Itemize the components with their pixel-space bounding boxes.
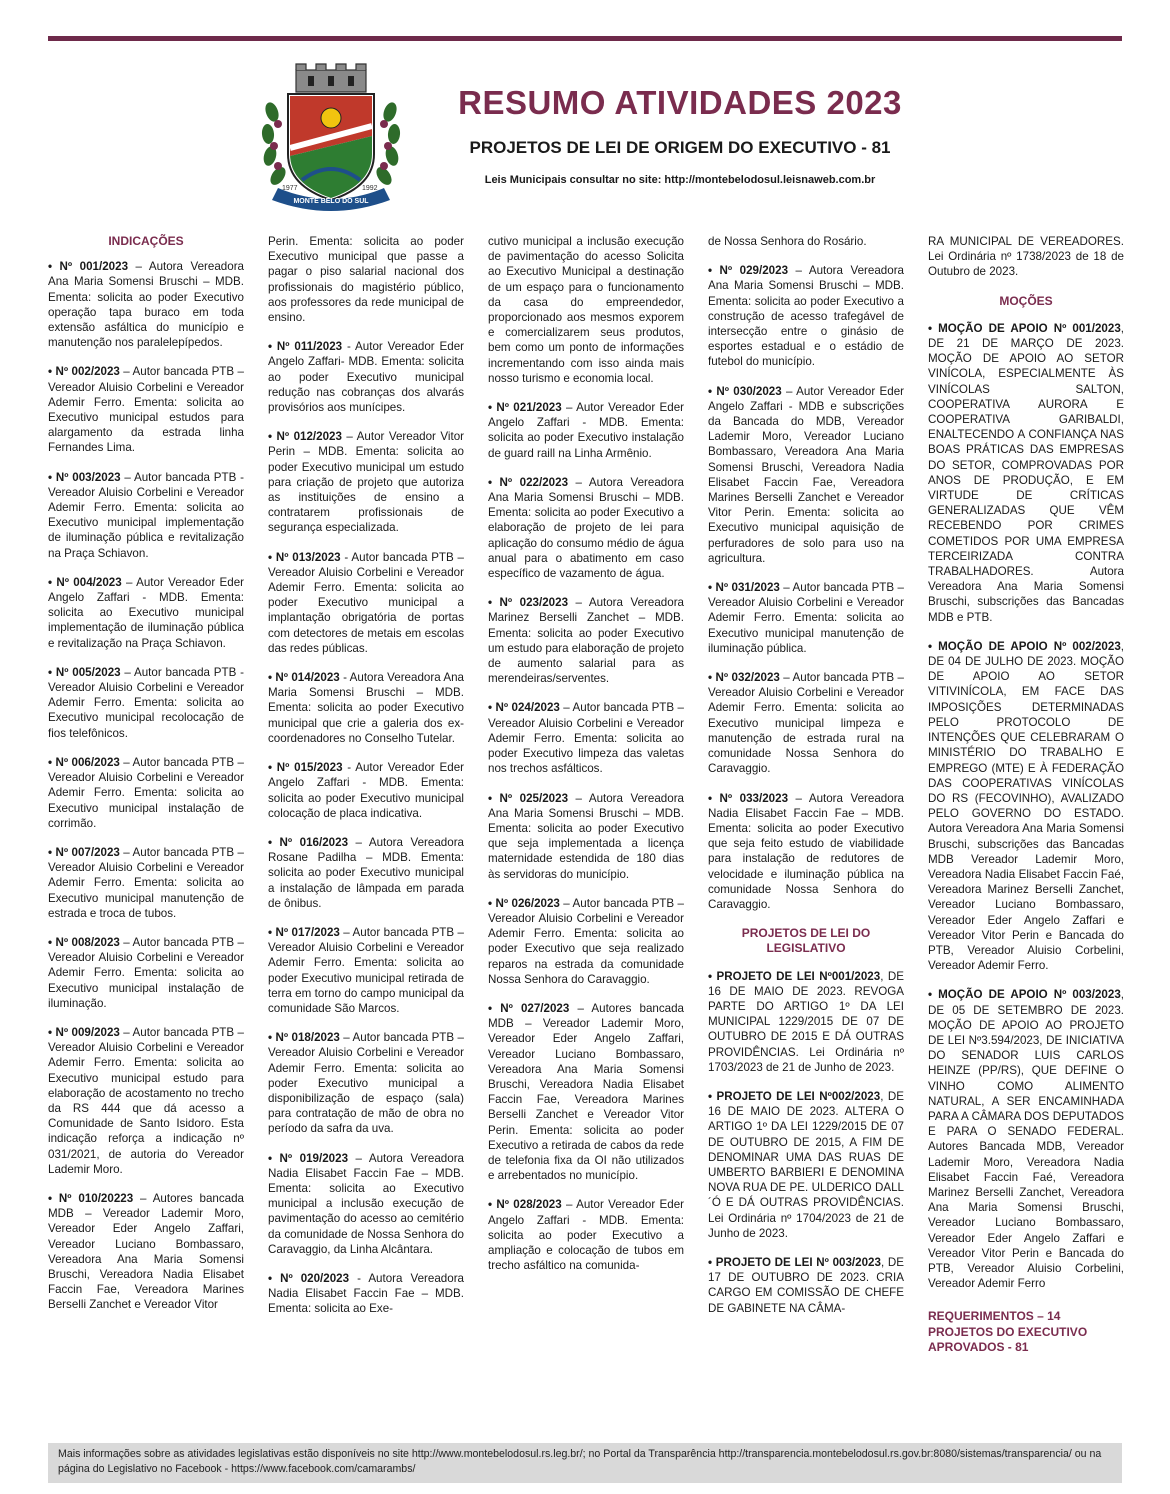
list-item (928, 234, 1124, 280)
list-item (48, 259, 244, 350)
list-item (268, 760, 464, 821)
item-number: • Nº 001/2023 (48, 260, 129, 274)
item-number: • PROJETO DE LEI Nº001/2023 (708, 969, 881, 983)
item-text: cutivo municipal a inclusão execução de pavimentação do acesso Solicita ao Executivo Municipal a destinação de um espaço para o funcionamento da casa do empreendedor, proporcionado aos mesmos exporem e comercializarem seus produtos, bem como um ponto de informações incrementando com isso ainda mais nosso turismo e economia local. (488, 235, 684, 385)
list-item (488, 475, 684, 581)
list-item (268, 429, 464, 535)
section-heading-projetos-legislativo: PROJETOS DE LEI DO LEGISLATIVO (741, 926, 871, 956)
projetos-legislativo-list (708, 969, 904, 1316)
item-text: – Autor bancada PTB – Vereador Aluisio Corbelini e Vereador Ademir Ferro. Ementa: solicita ao Executivo municipal limpeza e manutenção de estrada rural na comunidade Nossa Senhora do Caravaggio. (708, 671, 904, 776)
item-text: – Autor bancada PTB – Vereador Aluisio Corbelini e Vereador Ademir Ferro. Ementa: solicita ao Executivo municipal estudos para alargamento da estrada linha Fernandes Lima. (48, 365, 244, 455)
item-text: – Autores bancada MDB – Vereador Lademir Moro, Vereador Eder Angelo Zaffari, Vereador Luciano Bombassaro, Vereadora Ana Maria Somensi Bruschi, Vereadora Nadia Elisabet Faccin Fae, Vereadora Marines Berselli Zanchet e Vereador Vitor Perin. Ementa: solicita ao poder Executivo a retirada de cabos da rede de telefonia fixa da OI não utilizados e arrebentados no município. (488, 1001, 684, 1183)
list-item (268, 234, 464, 325)
item-text: – Autor bancada PTB – Vereador Aluisio Corbelini e Vereador Ademir Ferro. Ementa: solicita ao poder Executivo limpeza das valetas nos trechos asfálticos. (488, 701, 684, 776)
item-text: – Autora Vereadora Rosane Padilha – MDB. Ementa: solicita ao poder Executivo municipal a instalação de lâmpada em parada de ônibus. (268, 835, 464, 910)
column-mocoes (928, 234, 1124, 1355)
item-number: • Nº 012/2023 (268, 430, 342, 444)
list-item (708, 580, 904, 656)
item-text: – Autor Vereador Eder Angelo Zaffari - MDB. Ementa: solicita ao Executivo municipal implementação de iluminação pública e revitalização na Praça Schiavon. (48, 575, 245, 650)
list-item (268, 339, 464, 415)
item-text: , DE 05 DE SETEMBRO DE 2023. MOÇÃO DE APOIO AO PROJETO DE LEI Nº3.594/2023, DE INICIATIVA DO SENADOR LUIS CARLOS HEINZE (PP/RS), QUE DEFINE O VINHO COMO ALIMENTO NATURAL, A SER ENCAMINHADA PARA A CÂMARA DOS DEPUTADOS E PARA O SENADO FEDERAL. Autores Bancada MDB, Vereador Lademir Moro, Vereadora Nadia Elisabet Faccin Faé, Vereadora Marinez Berselli Zanchet, Vereadora Ana Maria Somensi Bruschi, Vereador Luciano Bombassaro, Vereador Eder Angelo Zaffari e Vereador Vitor Perin e Bancada do PTB, Vereador Aluisio Corbelini, Vereador Ademir Ferro (928, 988, 1124, 1291)
item-number: • Nº 014/2023 (268, 671, 340, 685)
list-item (488, 234, 684, 386)
mocoes-list (928, 321, 1124, 1292)
municipal-crest-icon (258, 62, 404, 212)
item-number: • Nº 031/2023 (708, 581, 780, 595)
list-item (48, 575, 244, 651)
list-item (708, 384, 904, 566)
requerimentos-total: REQUERIMENTOS – 14 (928, 1309, 1061, 1324)
item-number: • Nº 008/2023 (48, 935, 120, 949)
list-item (708, 1089, 904, 1241)
list-item (48, 845, 244, 921)
list-item (928, 639, 1124, 973)
item-number: • PROJETO DE LEI Nº002/2023 (708, 1089, 881, 1103)
item-text: – Autor bancada PTB - Vereador Aluisio Corbelini e Vereador Ademir Ferro. Ementa: solicita ao Executivo municipal recolocação de fios telefônicos. (48, 665, 244, 740)
list-item (268, 1151, 464, 1257)
site-info: Leis Municipais consultar no site: http://montebelodosul.leisnaweb.com.br (484, 174, 876, 186)
item-text: – Autor bancada PTB – Vereador Aluisio Corbelini e Vereador Ademir Ferro. Ementa: solicita ao poder Executivo municipal a disponibilização de espaço (sala) para contratação de mão de obra no período da safra da uva. (268, 1031, 464, 1136)
item-text: – Autor bancada PTB – Vereador Aluisio Corbelini e Vereador Ademir Ferro. Ementa: solicita ao Executivo municipal manutenção de iluminação pública. (708, 581, 904, 655)
crest-banner-text: MONTE BELO DO SUL (293, 198, 369, 205)
list-item (48, 1025, 244, 1177)
item-text: – Autor bancada PTB – Vereador Aluisio Corbelini e Vereador Ademir Ferro. Ementa: solicita ao poder Executivo municipal retirada de terra em torno do campo municipal da comunidade São Marcos. (268, 925, 464, 1015)
item-text: de Nossa Senhora do Rosário. (708, 235, 867, 248)
indicacoes-list (48, 259, 244, 1312)
page-title: RESUMO ATIVIDADES 2023 (458, 84, 902, 121)
list-item (268, 835, 464, 911)
item-text: – Autora Vereadora Nadia Elisabet Faccin Fae – MDB. Ementa: solicita ao poder Executivo que seja feito estudo de viabilidade para instalação de redutores de velocidade e iluminação pública na comunidade Nossa Senhora do Caravaggio. (708, 791, 904, 911)
indicacoes-list-cont (268, 234, 464, 1317)
item-number: • Nº 018/2023 (268, 1031, 340, 1045)
list-item (708, 1255, 904, 1316)
section-heading-indicacoes: INDICAÇÕES (108, 234, 184, 248)
list-item (488, 1001, 684, 1183)
item-text: – Autora Vereadora Nadia Elisabet Faccin Fae – MDB. Ementa: solicita ao Executivo municipal a inclusão execução de pavimentação do acesso ao cemitério da comunidade de Nossa Senhora do Caravaggio, da Linha Alcântara. (268, 1151, 464, 1256)
list-item (48, 755, 244, 831)
item-number: • Nº 002/2023 (48, 365, 120, 379)
item-number: • Nº 015/2023 (268, 761, 343, 775)
item-text: – Autora Vereadora Marinez Berselli Zanchet – MDB. Ementa: solicita ao poder Executivo um estudo para elaboração de projeto de aumento salarial para as merendeiras/serventes. (488, 596, 684, 686)
list-item (48, 364, 244, 455)
list-item (268, 1030, 464, 1136)
list-item (488, 896, 684, 987)
projetos-aprovados-total: APROVADOS - 81 (928, 1339, 1029, 1354)
item-number: • Nº 003/2023 (48, 470, 121, 484)
indicacoes-list-cont-2 (488, 234, 684, 1273)
column-indicacoes-3 (488, 234, 684, 1287)
item-number: • Nº 016/2023 (268, 835, 349, 849)
item-number: • Nº 029/2023 (708, 264, 789, 278)
indicacoes-list-cont-3 (708, 234, 904, 912)
column-indicacoes-4 (708, 234, 904, 1330)
section-heading-mocoes: MOÇÕES (999, 293, 1053, 308)
column-indicacoes-2 (268, 234, 464, 1331)
item-text: - Autora Vereadora Ana Maria Somensi Bruschi – MDB. Ementa: solicita ao poder Executivo municipal que crie a galeria dos ex-coordenadores no Conselho Tutelar. (268, 671, 464, 745)
top-rule (48, 36, 1122, 41)
list-item (708, 969, 904, 1075)
list-item (268, 1271, 464, 1317)
item-number: • Nº 032/2023 (708, 671, 780, 685)
item-text: – Autor Vereador Vitor Perin – MDB. Ementa: solicita ao poder Executivo municipal um estudo para criação de projeto que autoriza as instituições de ensino a contratarem profissionais de segurança especializada. (268, 430, 464, 535)
item-number: • Nº 026/2023 (488, 896, 560, 910)
item-text: – Autor bancada PTB – Vereador Aluisio Corbelini e Vereador Ademir Ferro. Ementa: solicita ao Executivo municipal manutenção de estrada e troca de tubos. (48, 845, 244, 920)
item-text: – Autora Vereadora Ana Maria Somensi Bruschi – MDB. Ementa: solicita ao poder Executivo a construção de acesso trafegável de intersecção entre o ginásio de esportes estadual e o estádio de futebol do município. (708, 264, 904, 369)
list-item (48, 470, 244, 561)
item-number: • Nº 027/2023 (488, 1001, 570, 1015)
list-item (488, 595, 684, 686)
item-text: - Autora Vereadora Nadia Elisabet Faccin Fae – MDB. Ementa: solicita ao Exe- (268, 1271, 464, 1316)
item-number: • Nº 020/2023 (268, 1271, 350, 1285)
item-number: • Nº 005/2023 (48, 665, 121, 679)
item-text: – Autor Vereador Eder Angelo Zaffari - MDB. Ementa: solicita ao poder Executivo a ampliação e colocação de tubos em trecho asfáltico na comunida- (488, 1198, 685, 1273)
item-number: • Nº 013/2023 (268, 550, 341, 564)
item-text: , DE 21 DE MARÇO DE 2023. MOÇÃO DE APOIO AO SETOR VINÍCOLA, ESPECIALMENTE ÀS VINÍCOLAS SALTON, COOPERATIVA AURORA E COOPERATIVA GARIBALDI, ENALTECENDO A CONFIANÇA NAS BOAS PRÁTICAS DAS EMPRESAS DO SETOR, COMPROVADAS POR ANOS DE PRODUÇÃO, E EM VIRTUDE DE CRÍTICAS GENERALIZADAS QUE VÊM RECEBENDO POR CRIMES COMETIDOS POR UMA EMPRESA TERCEIRIZADA CONTRA TRABALHADORES. Autora Vereadora Ana Maria Somensi Bruschi, subscrições das Bancadas MDB e PTB. (928, 321, 1124, 624)
item-text: - Autor Vereador Eder Angelo Zaffari - MDB. Ementa: solicita ao poder Executivo municipal colocação de placa indicativa. (268, 761, 465, 820)
list-item (708, 791, 904, 913)
item-number: • Nº 017/2023 (268, 925, 340, 939)
list-item (48, 935, 244, 1011)
item-text: Perin. Ementa: solicita ao poder Executivo municipal que passe a pagar o piso salarial nacional dos profissionais do magistério público, aos professores da rede municipal de ensino. (268, 235, 464, 325)
list-item (488, 400, 684, 461)
projetos-legislativo-list-cont (928, 234, 1124, 280)
list-item (488, 700, 684, 776)
item-text: – Autor bancada PTB - Vereador Aluisio Corbelini e Vereador Ademir Ferro. Ementa: solicita ao Executivo municipal implementação de iluminação pública e revitalização na Praça Schiavon. (48, 470, 244, 560)
item-number: • Nº 024/2023 (488, 701, 560, 715)
list-item (48, 1191, 244, 1313)
item-number: • Nº 010/20223 (48, 1191, 134, 1205)
item-text: , DE 17 DE OUTUBRO DE 2023. CRIA CARGO EM COMISSÃO DE CHEFE DE GABINETE NA CÂMA- (708, 1255, 904, 1315)
item-text: – Autor bancada PTB – Vereador Aluisio Corbelini e Vereador Ademir Ferro. Ementa: solicita ao Executivo municipal instalação de corrimão. (48, 755, 244, 830)
item-number: • Nº 021/2023 (488, 401, 562, 415)
item-text: , DE 16 DE MAIO DE 2023. REVOGA PARTE DO ARTIGO 1º DA LEI MUNICIPAL 1229/2015 DE 07 DE OUTUBRO DE 2015 E DÁ OUTRAS PROVIDÊNCIAS. Lei Ordinária nº 1703/2023 de 21 de Junho de 2023. (708, 969, 904, 1074)
summary-totals (928, 1309, 1124, 1355)
item-text: – Autor bancada PTB – Vereador Aluisio Corbelini e Vereador Ademir Ferro. Ementa: solicita ao poder Executivo que seja realizado reparos na estrada da comunidade Nossa Senhora do Caravaggio. (488, 896, 684, 986)
crest-year-right: 1992 (362, 185, 378, 192)
crest-year-left: 1977 (282, 185, 298, 192)
item-number: • MOÇÃO DE APOIO Nº 003/2023 (928, 988, 1121, 1002)
item-number: • Nº 007/2023 (48, 845, 120, 859)
item-text: - Autor Vereador Eder Angelo Zaffari- MDB. Ementa: solicita ao poder Executivo municipal redução nas cobranças dos alvarás provisórios aos munícipes. (268, 340, 465, 415)
list-item (488, 791, 684, 882)
list-item (488, 1197, 684, 1273)
projetos-executivo-label: PROJETOS DO EXECUTIVO (928, 1324, 1088, 1339)
list-item (708, 670, 904, 776)
footer-info (48, 1443, 1122, 1483)
list-item (268, 670, 464, 746)
item-number: • Nº 006/2023 (48, 755, 120, 769)
list-item (268, 925, 464, 1016)
item-text: – Autores bancada MDB – Vereador Lademir Moro, Vereador Eder Angelo Zaffari, Vereador Luciano Bombassaro, Vereadora Ana Maria Somensi Bruschi, Vereadora Nadia Elisabet Faccin Fae, Vereadora Marines Berselli Zanchet e Vereador Vitor (48, 1191, 244, 1312)
list-item (928, 321, 1124, 625)
item-number: • Nº 028/2023 (488, 1198, 562, 1212)
item-number: • Nº 030/2023 (708, 384, 782, 398)
item-text: – Autora Vereadora Ana Maria Somensi Bruschi – MDB. Ementa: solicita ao poder Executivo a elaboração de projeto de lei para aplicação do consumo médio de água anual para o abatimento em caso específico de vazamento de água. (488, 475, 684, 581)
list-item (708, 263, 904, 369)
item-text: RA MUNICIPAL DE VEREADORES. Lei Ordinária nº 1738/2023 de 18 de Outubro de 2023. (928, 235, 1124, 279)
item-number: • MOÇÃO DE APOIO Nº 001/2023 (928, 321, 1121, 335)
item-number: • Nº 009/2023 (48, 1025, 120, 1039)
page-subtitle: PROJETOS DE LEI DE ORIGEM DO EXECUTIVO - 81 (469, 138, 891, 157)
list-item (928, 987, 1124, 1291)
list-item (708, 234, 904, 249)
item-text: – Autora Vereadora Ana Maria Somensi Bruschi – MDB. Ementa: solicita ao poder Executivo que seja implementada a licença maternidade estendida de 180 dias às servidoras do município. (488, 791, 684, 881)
item-number: • PROJETO DE LEI Nº 003/2023 (708, 1255, 881, 1269)
item-number: • Nº 011/2023 (268, 340, 343, 354)
item-text: – Autora Vereadora Ana Maria Somensi Bruschi – MDB. Ementa: solicita ao poder Executivo operação tapa buraco em toda extensão asfáltica do município e manutenção nos paralelepípedos. (48, 260, 244, 350)
item-text: – Autor bancada PTB – Vereador Aluisio Corbelini e Vereador Ademir Ferro. Ementa: solicita ao Executivo municipal estudo para elaboração de acostamento no trecho da RS 444 que dá acesso a Comunidade de Santo Isidoro. Esta indicação reforça a indicação nº 031/2021, de autoria do Vereador Lademir Moro. (48, 1025, 244, 1176)
column-indicacoes-1 (48, 234, 244, 1327)
item-number: • Nº 022/2023 (488, 475, 569, 489)
item-number: • MOÇÃO DE APOIO Nº 002/2023 (928, 639, 1121, 653)
item-text: – Autor Vereador Eder Angelo Zaffari - MDB e subscrições da Bancada do MDB, Vereador Lademir Moro, Vereador Luciano Bombassaro, Vereadora Ana Maria Somensi Bruschi, Vereadora Nadia Elisabet Faccin Fae, Vereadora Marines Berselli Zanchet e Vereador Vitor Perin. Ementa: solicita ao Executivo municipal aquisição de perfuradores de solo para uso na agricultura. (708, 384, 905, 565)
item-number: • Nº 004/2023 (48, 575, 122, 589)
item-text: – Autor Vereador Eder Angelo Zaffari - MDB. Ementa: solicita ao poder Executivo instalação de guard raill na Linha Armênio. (488, 401, 685, 460)
item-number: • Nº 023/2023 (488, 596, 569, 610)
list-item (268, 550, 464, 656)
list-item (48, 665, 244, 741)
item-text: - Autor bancada PTB – Vereador Aluisio Corbelini e Vereador Ademir Ferro. Ementa: solicita ao poder Executivo municipal a implantação obrigatória de portas com detectores de metais em escolas das redes públicas. (268, 550, 464, 655)
item-number: • Nº 019/2023 (268, 1151, 349, 1165)
item-text: , DE 16 DE MAIO DE 2023. ALTERA O ARTIGO 1º DA LEI 1229/2015 DE 07 DE OUTUBRO DE 2015, A FIM DE DENOMINAR UMA DAS RUAS DE UMBERTO BARBIERI E DENOMINA NOVA RUA DE PE. ULDERICO DALL´Ó E DÁ OUTRAS PROVIDÊNCIAS. Lei Ordinária nº 1704/2023 de 21 de Junho de 2023. (708, 1089, 904, 1240)
item-text: , DE 04 DE JULHO DE 2023. MOÇÃO DE APOIO AO SETOR VITIVINÍCOLA, EM FACE DAS IMPOSIÇÕES DETERMINADAS PELO PROTOCOLO DE INTENÇÕES QUE CELEBRARAM O MINISTÉRIO DO TRABALHO E EMPREGO (MTE) E À FEDERAÇÃO DAS COOPERATIVAS VINÍCOLAS DO RS (FECOVINHO), AVALIZADO PELO GOVERNO DO ESTADO. Autora Vereadora Ana Maria Somensi Bruschi, subscrições das Bancadas MDB Vereador Lademir Moro, Vereadora Nadia Elisabet Faccin Faé, Vereadora Marinez Berselli Zanchet, Vereador Luciano Bombassaro, Vereador Eder Angelo Zaffari e Vereador Vitor Perin e Bancada do PTB, Vereador Aluisio Corbelini, Vereador Ademir Ferro. (928, 639, 1124, 973)
item-text: – Autor bancada PTB – Vereador Aluisio Corbelini e Vereador Ademir Ferro. Ementa: solicita ao Executivo municipal instalação de iluminação. (48, 935, 244, 1010)
footer-text: Mais informações sobre as atividades legislativas estão disponíveis no site http://www.montebelodosul.rs.leg.br/; no Portal da Transparência http://transparencia.montebelodosul.rs.gov.br:8080/sistemas/transparencia/ ou na página do Legislativo no Facebook - https://www.facebook.com/camarambs/ (58, 1448, 1102, 1475)
item-number: • Nº 033/2023 (708, 791, 789, 805)
item-number: • Nº 025/2023 (488, 791, 569, 805)
